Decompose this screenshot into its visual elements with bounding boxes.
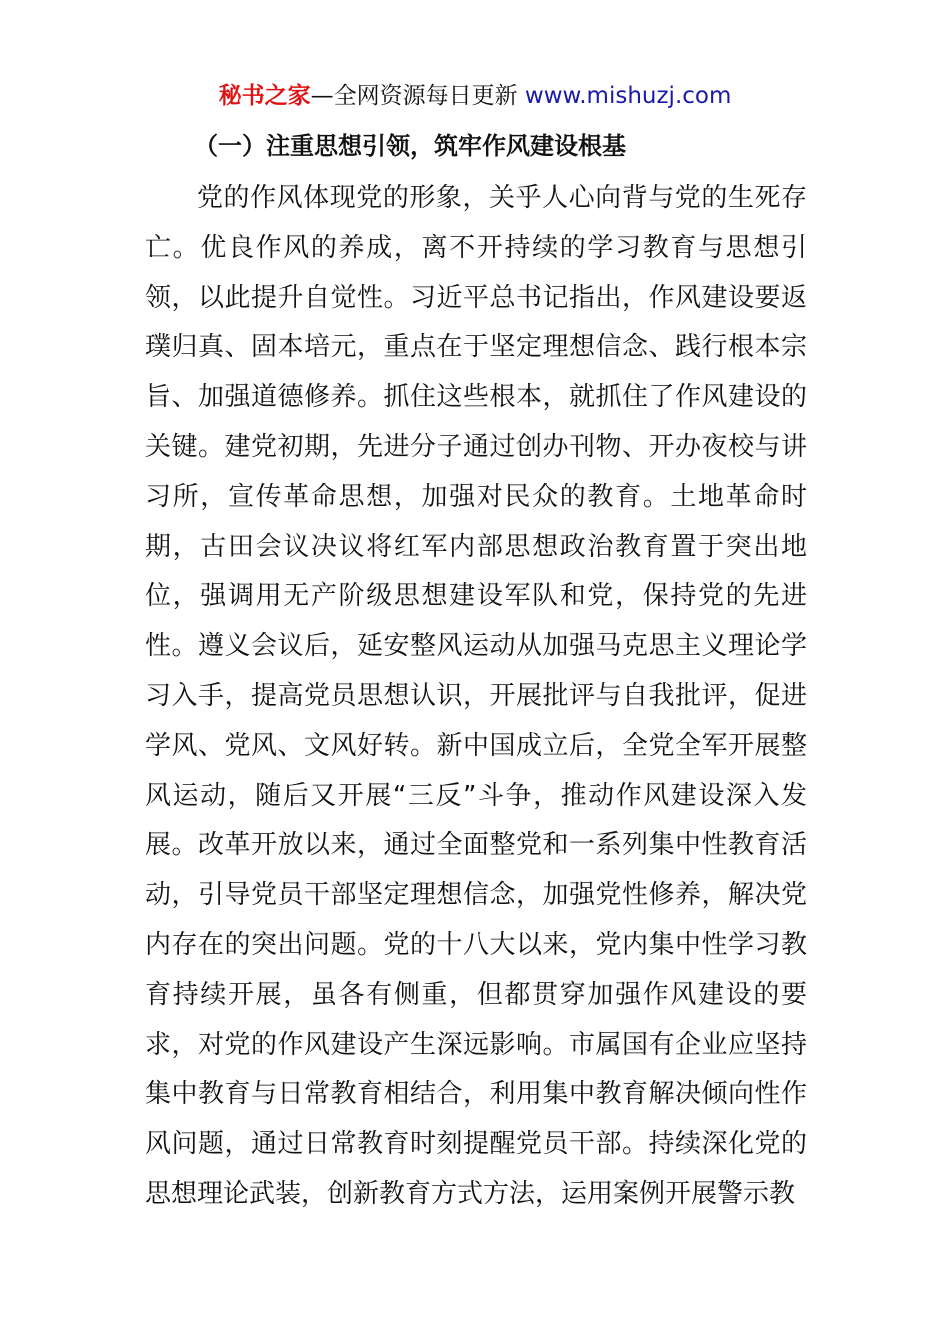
site-url-link[interactable]: www.mishuzj.com: [524, 83, 732, 109]
body-paragraph: 党的作风体现党的形象，关乎人心向背与党的生死存亡。优良作风的养成，离不开持续的学习教育与思想引领，以此提升自觉性。习近平总书记指出，作风建设要返璞归真、固本培元，重点在于坚定理想信念、践行根本宗旨、加强道德修养。抓住这些根本，就抓住了作风建设的关键。建党初期，先进分子通过创办刊物、开办夜校与讲习所，宣传革命思想，加强对民众的教育。土地革命时期，古田会议决议将红军内部思想政治教育置于突出地位，强调用无产阶级思想建设军队和党，保持党的先进性。遵义会议后，延安整风运动从加强马克思主义理论学习入手，提高党员思想认识，开展批评与自我批评，促进学风、党风、文风好转。新中国成立后，全党全军开展整风运动，随后又开展“三反”斗争，推动作风建设深入发展。改革开放以来，通过全面整党和一系列集中性教育活动，引导党员干部坚定理想信念，加强党性修养，解决党内存在的突出问题。党的十八大以来，党内集中性学习教育持续开展，虽各有侧重，但都贯穿加强作风建设的要求，对党的作风建设产生深远影响。市属国有企业应坚持集中教育与日常教育相结合，利用集中教育解决倾向性作风问题，通过日常教育时刻提醒党员干部。持续深化党的思想理论武装，创新教育方式方法，运用案例开展警示教: [145, 183, 807, 1209]
site-brand: 秘书之家: [218, 83, 311, 109]
site-header: [0, 80, 950, 112]
site-tagline: —全网资源每日更新: [310, 83, 525, 109]
section-heading: （一）注重思想引领，筑牢作风建设根基: [194, 132, 626, 160]
